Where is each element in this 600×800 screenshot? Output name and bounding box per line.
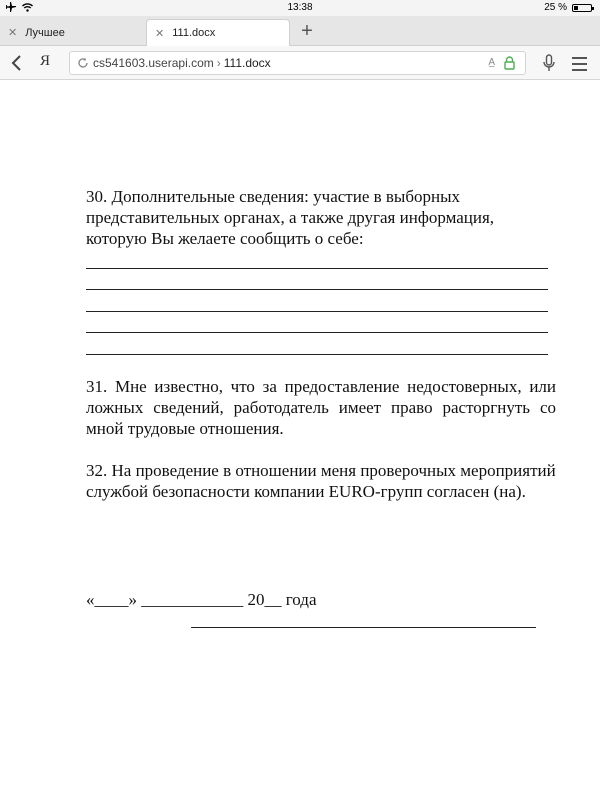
url-field[interactable]: [69, 51, 526, 75]
close-icon[interactable]: ✕: [8, 27, 18, 39]
fill-line: [86, 268, 548, 269]
refresh-icon[interactable]: [77, 57, 89, 69]
status-time: 13:38: [287, 2, 313, 13]
status-right: [544, 2, 592, 13]
fill-line: [86, 311, 548, 312]
tab-label: Лучшее: [25, 26, 65, 39]
fill-line: [86, 332, 548, 333]
date-line: «____» ____________ 20__ года: [86, 590, 317, 609]
url-page: 111.docx: [223, 56, 271, 70]
tab-label: 111.docx: [172, 27, 216, 39]
tab-docx[interactable]: [146, 19, 290, 46]
item-31: 31. Мне известно, что за предоставление недостоверных, или ложных сведений, работодатель имеет право расторгнуть со мной трудовые отношения.: [86, 377, 556, 438]
battery-fill: [574, 6, 578, 10]
battery-percent: 25 %: [544, 2, 567, 13]
battery-icon: [572, 4, 592, 12]
lock-icon[interactable]: [504, 56, 515, 70]
tab-best[interactable]: [0, 19, 146, 46]
signature-line: [191, 627, 536, 628]
tab-bar: [0, 16, 600, 46]
document-page: [0, 80, 600, 800]
yandex-logo[interactable]: Я: [40, 53, 51, 69]
url-host: cs541603.userapi.com: [93, 56, 214, 70]
item-30: 30. Дополнительные сведения: участие в выборных представительных органах, а также другая информация, которую Вы желаете сообщить о себе:: [86, 187, 495, 248]
address-bar-row: [0, 46, 600, 80]
item-32: 32. На проведение в отношении меня проверочных мероприятий службой безопасности компании EURO-групп согласен (на).: [86, 461, 556, 501]
menu-icon[interactable]: [572, 57, 587, 75]
close-icon[interactable]: ✕: [155, 27, 165, 40]
microphone-icon[interactable]: [543, 54, 555, 72]
fill-line: [86, 289, 548, 290]
url-separator: ›: [216, 56, 221, 70]
reader-mode-icon[interactable]: A̲: [488, 57, 495, 68]
status-bar: [0, 0, 600, 16]
new-tab-button[interactable]: +: [301, 20, 313, 42]
back-arrow-icon[interactable]: [8, 53, 26, 73]
fill-line: [86, 354, 548, 355]
